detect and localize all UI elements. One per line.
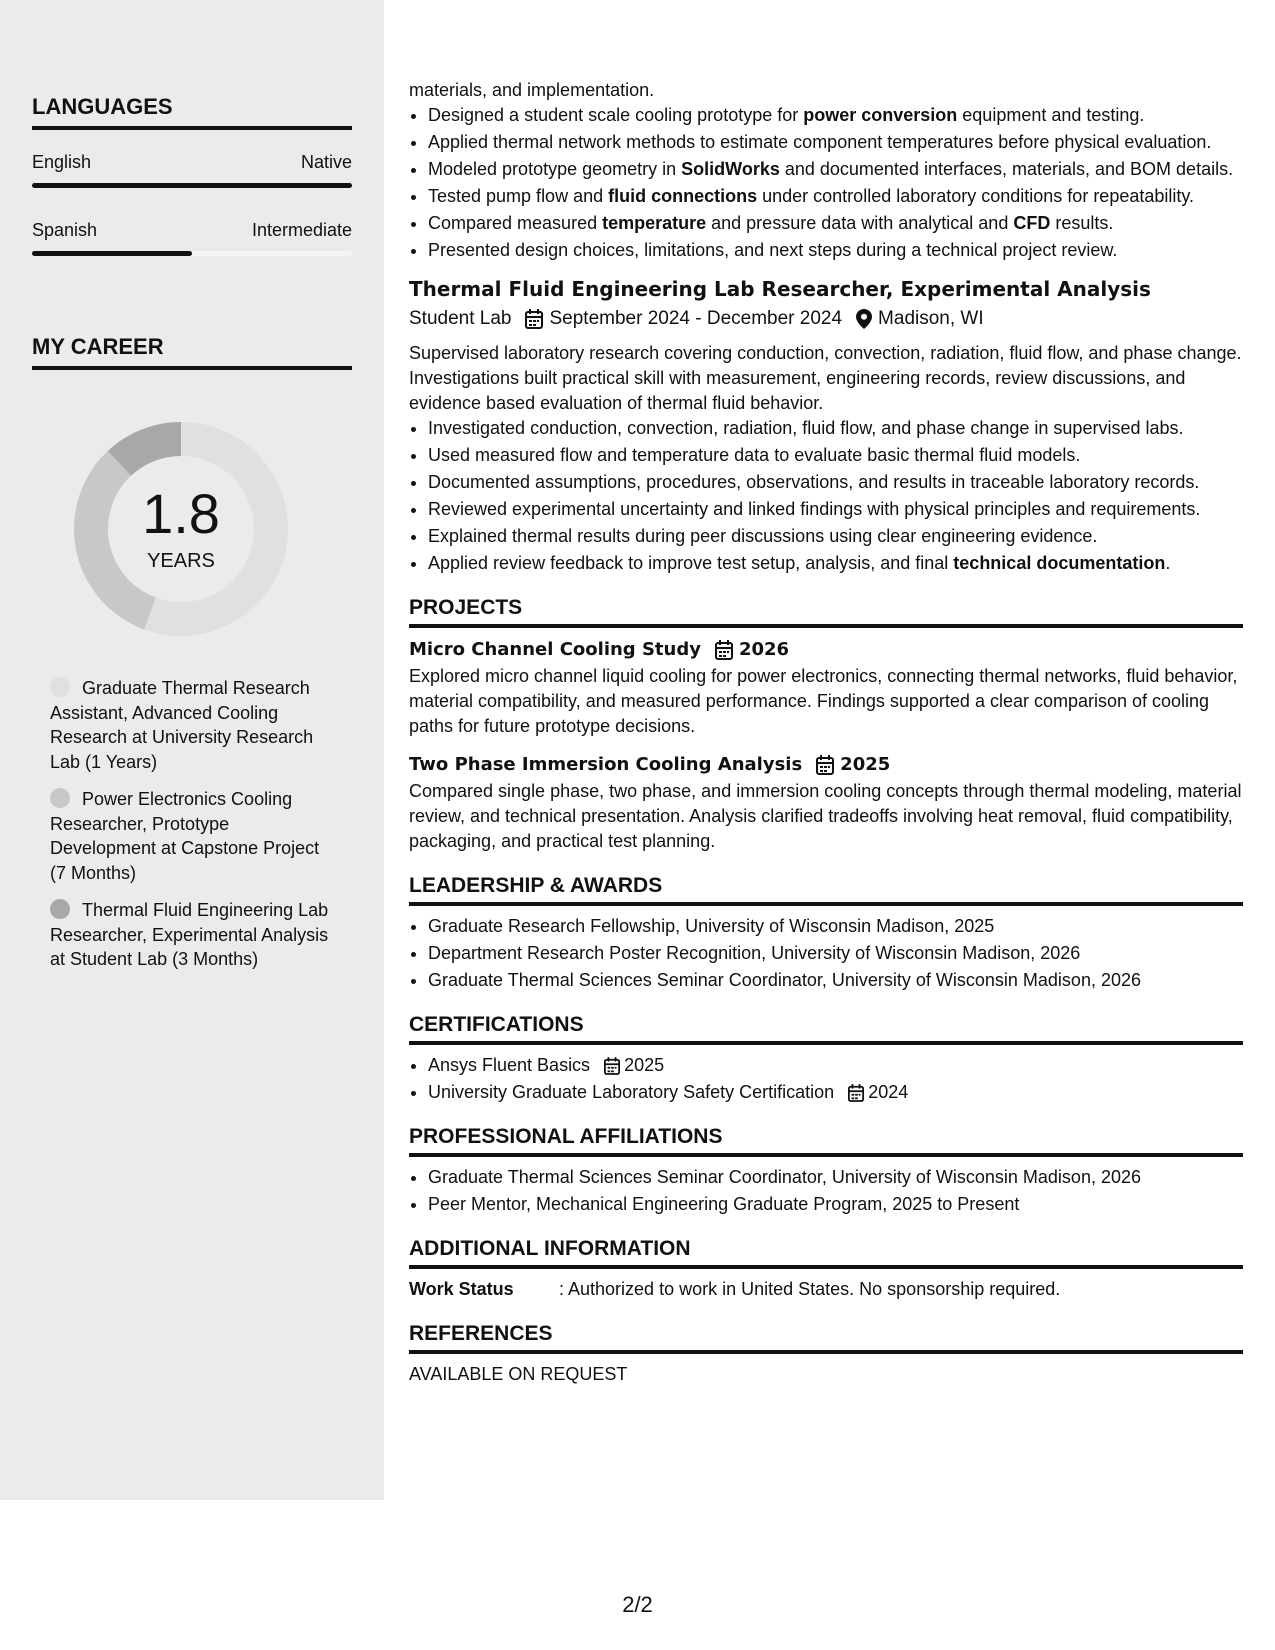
calendar-icon [715, 640, 733, 660]
work-status-value: : Authorized to work in United States. No sponsorship required. [559, 1279, 1061, 1299]
leadership-item: • Department Research Poster Recognition, University of Wisconsin Madison, 2026 [428, 941, 1243, 966]
certification-item [428, 1080, 1243, 1105]
additional-info-heading: ADDITIONAL INFORMATION [409, 1235, 1243, 1269]
leadership-heading: LEADERSHIP & AWARDS [409, 872, 1243, 906]
work-status-label: Work Status [409, 1279, 514, 1299]
role-description: Supervised laboratory research covering conduction, convection, radiation, fluid flow, and phase change. Investigations built practical skill with measurement, engineering records, review discussions, and evidence based evaluation of thermal fluid behavior. [409, 343, 1242, 413]
bullet-item: • Compared measured temperature and pressure data with analytical and CFD results. [428, 211, 1243, 236]
legend-dot [50, 899, 70, 919]
language-level-bar [32, 183, 352, 188]
project-entry [409, 751, 1243, 854]
language-level-fill [32, 251, 192, 256]
certification-year: 2025 [624, 1055, 665, 1075]
project-title-row [409, 636, 1243, 664]
leadership-list [409, 914, 1243, 993]
calendar-icon [816, 755, 834, 775]
page-number: 2/2 [622, 1592, 653, 1617]
bullet-item: • Used measured flow and temperature data to evaluate basic thermal fluid models. [428, 443, 1243, 468]
affiliations-heading: PROFESSIONAL AFFILIATIONS [409, 1123, 1243, 1157]
role-title: Thermal Fluid Engineering Lab Researcher, Experimental Analysis [409, 277, 1151, 301]
project-title: Micro Channel Cooling Study [409, 639, 701, 660]
map-pin-icon [856, 309, 872, 329]
leadership-item: • Graduate Research Fellowship, University of Wisconsin Madison, 2025 [428, 914, 1243, 939]
role-bullets [409, 416, 1243, 576]
project-year: 2025 [840, 754, 891, 775]
language-entry-spanish [32, 220, 352, 256]
role-location: Madison, WI [878, 308, 984, 329]
references-text: AVAILABLE ON REQUEST [409, 1364, 628, 1384]
career-item-text: Power Electronics Cooling Researcher, Prototype Development at Capstone Project (7 Months) [50, 789, 320, 883]
projects-heading: PROJECTS [409, 594, 1243, 628]
project-title-row [409, 751, 1243, 779]
bullet-item: • Investigated conduction, convection, radiation, fluid flow, and phase change in supervised labs. [428, 416, 1243, 441]
legend-dot [50, 788, 70, 808]
affiliations-list [409, 1165, 1243, 1217]
language-name: English [32, 152, 92, 172]
certification-item [428, 1053, 1243, 1078]
language-entry-english [32, 152, 352, 188]
project-title: Two Phase Immersion Cooling Analysis [409, 754, 803, 775]
affiliation-item: • Peer Mentor, Mechanical Engineering Graduate Program, 2025 to Present [428, 1192, 1243, 1217]
bullet-item: • Documented assumptions, procedures, observations, and results in traceable laboratory records. [428, 470, 1243, 495]
career-heading: MY CAREER [32, 334, 352, 370]
career-legend-item [50, 676, 330, 774]
certification-year: 2024 [868, 1082, 909, 1102]
sidebar [0, 0, 384, 1500]
career-donut-chart [66, 414, 296, 644]
role-meta [409, 305, 1243, 333]
language-level: Native [300, 152, 352, 172]
leadership-item: • Graduate Thermal Sciences Seminar Coordinator, University of Wisconsin Madison, 2026 [428, 968, 1243, 993]
certification-name: • Ansys Fluent Basics [428, 1055, 591, 1075]
bullet-item: • Reviewed experimental uncertainty and linked findings with physical principles and requirements. [428, 497, 1243, 522]
certifications-heading: CERTIFICATIONS [409, 1011, 1243, 1045]
project-entry [409, 636, 1243, 739]
references-heading: REFERENCES [409, 1320, 1243, 1354]
calendar-icon [525, 309, 543, 329]
bullet-item: • Applied thermal network methods to estimate component temperatures before physical evaluation. [428, 130, 1243, 155]
language-level-bar [32, 251, 352, 256]
languages-heading: LANGUAGES [32, 94, 352, 130]
project-description: Compared single phase, two phase, and immersion cooling concepts through thermal modeling, material review, and technical presentation. Analysis clarified tradeoffs involving heat removal, fluid compatibility, packaging, and practical test planning. [409, 781, 1242, 851]
career-legend [50, 676, 330, 985]
language-level: Intermediate [251, 220, 352, 240]
language-name: Spanish [32, 220, 98, 240]
calendar-icon [604, 1057, 620, 1075]
bullet-item: • Explained thermal results during peer discussions using clear engineering evidence. [428, 524, 1243, 549]
bullet-item: • Tested pump flow and fluid connections under controlled laboratory conditions for repeatability. [428, 184, 1243, 209]
donut-center [66, 414, 296, 644]
career-total-years: 1.8 [142, 481, 220, 545]
certifications-list [409, 1053, 1243, 1105]
calendar-icon [848, 1084, 864, 1102]
bullet-item: • Modeled prototype geometry in SolidWorks and documented interfaces, materials, and BOM details. [428, 157, 1243, 182]
previous-role-bullets [409, 103, 1243, 263]
role-organization: Student Lab [409, 308, 512, 329]
career-legend-item [50, 787, 330, 885]
bullet-item: • Applied review feedback to improve test setup, analysis, and final technical documentation. [428, 551, 1243, 576]
career-item-text: Thermal Fluid Engineering Lab Researcher, Experimental Analysis at Student Lab (3 Months) [50, 900, 329, 969]
work-status-row [409, 1277, 1243, 1302]
language-level-fill [32, 183, 352, 188]
main-content [409, 78, 1243, 1387]
career-years-label: YEARS [147, 549, 215, 572]
affiliation-item: • Graduate Thermal Sciences Seminar Coordinator, University of Wisconsin Madison, 2026 [428, 1165, 1243, 1190]
bullet-item: • Presented design choices, limitations, and next steps during a technical project review. [428, 238, 1243, 263]
previous-role-tail: materials, and implementation. [409, 80, 655, 100]
project-year: 2026 [738, 639, 790, 660]
certification-name: • University Graduate Laboratory Safety Certification [428, 1082, 835, 1102]
career-legend-item [50, 898, 330, 972]
legend-dot [50, 677, 70, 697]
languages-section [32, 94, 352, 256]
bullet-item: • Designed a student scale cooling prototype for power conversion equipment and testing. [428, 103, 1243, 128]
career-item-text: Graduate Thermal Research Assistant, Advanced Cooling Research at University Research Lab (1 Years) [50, 678, 314, 772]
project-description: Explored micro channel liquid cooling for power electronics, connecting thermal networks, fluid behavior, material compatibility, and measured performance. Findings supported a clear comparison of cooling paths for future prototype decisions. [409, 666, 1238, 736]
role-dates: September 2024 - December 2024 [549, 308, 843, 329]
career-section [32, 334, 352, 370]
